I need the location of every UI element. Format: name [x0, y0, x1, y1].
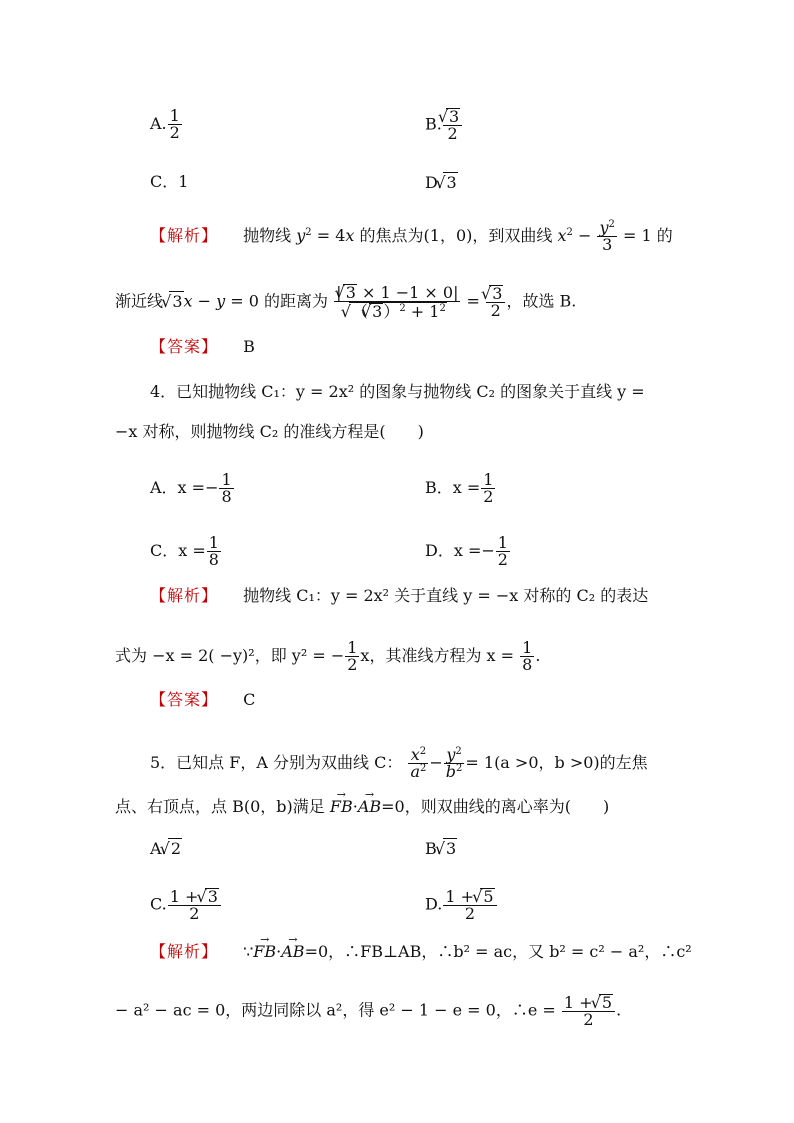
fraction-1-plus-sqrt5-2: $\frac{1 + √ 5}{2}$ [443, 888, 496, 922]
q5-stem-line2: 点、右顶点，点 B(0，b)满足 FB →·AB →=0，则双曲线的离心率为( ) [115, 797, 609, 817]
distance-fraction: |√ 3 × 1 −1 × 0| √ （√ $3)^2 + 1^2$ [334, 284, 460, 320]
analysis-tag: 【解析】 [150, 942, 219, 961]
fraction-1-8: $\frac{1}{8}$ [522, 638, 533, 674]
q4-option-b: B．x = $\frac{1}{2}$ [425, 470, 494, 506]
answer-tag: 【答案】 [150, 690, 219, 709]
fraction-1-2: $\frac{1}{2}$ [169, 106, 180, 142]
q5-stem-line1: 5．已知点 F，A 分别为双曲线 C： $\frac{x^2}{a^2}$ − $\frac{y^2}{b^2}$ = 1(a >0，b >0)的左焦 [150, 745, 648, 781]
q3-option-d: D.√ 3 [425, 172, 458, 193]
q3-answer [150, 337, 255, 357]
analysis-tag: 【解析】 [150, 226, 219, 245]
q3-option-d-label: D. [425, 173, 443, 192]
q3-option-b [425, 108, 463, 142]
q4-stem-line1: 4．已知抛物线 C₁：y = 2x² 的图象与抛物线 C₂ 的图象关于直线 y = [150, 382, 645, 401]
q4-answer [150, 690, 255, 710]
fraction-1-2: $\frac{1}{2}$ [347, 638, 358, 674]
q5-option-a: A.√ 2 [150, 838, 182, 859]
fraction-1-plus-sqrt3-2: $\frac{1 + √ 3}{2}$ [168, 888, 221, 922]
q5-analysis-line1: 【解析】 ∵FB →·AB →=0，∴FB⊥AB，∴b² = ac，又 b² = c² − a²，∴c² [150, 942, 692, 962]
fraction-1-2: $\frac{1}{2}$ [483, 470, 494, 506]
fraction-1-plus-sqrt5-2: $\frac{1 + √ 5}{2}$ [562, 994, 615, 1028]
q4-stem-line2: −x 对称，则抛物线 C₂ 的准线方程是( ) [115, 422, 424, 441]
q3-option-c [150, 172, 188, 192]
fraction-sqrt3-2-result: √ $\frac{3}{2}$ [486, 285, 505, 319]
q5-option-d: D. $\frac{1 + √ 5}{2}$ [425, 888, 498, 922]
q4-analysis-line1: 【解析】 抛物线 C₁：y = 2x² 关于直线 y = −x 对称的 C₂ 的表达 [150, 586, 649, 605]
q4-option-a: A．x =− $\frac{1}{8}$ [150, 470, 232, 506]
q3-option-b-label: B. [425, 114, 442, 134]
fraction-sqrt3-2: √ $\frac{3}{2}$ [443, 108, 462, 142]
q4-option-c: C．x = $\frac{1}{8}$ [150, 533, 219, 569]
fraction-y2-b2: $\frac{y^2}{b^2}$ [445, 745, 463, 781]
answer-tag: 【答案】 [150, 337, 219, 356]
q3-analysis-line2: 渐近线 √ 3x − y = 0 的距离为 |√ 3 × 1 −1 × 0| √ （√ $3)^2 + 1^2$ = √ $\frac{3}{2}$ ，故选 B. [115, 284, 576, 320]
fraction-y2-3: $\frac{y^2}{3}$ [599, 218, 615, 254]
q3-option-c-label: C．1 [150, 172, 189, 191]
fraction-1-8: $\frac{1}{8}$ [221, 470, 232, 506]
fraction-1-8: $\frac{1}{8}$ [208, 533, 219, 569]
q4-analysis-line2: 式为 −x = 2( −y)²，即 y² = − $\frac{1}{2}$ x，其准线方程为 x = $\frac{1}{8}$ . [115, 638, 541, 674]
answer-value: C [243, 690, 256, 709]
q3-option-a-label: A. [150, 114, 167, 133]
q4-option-d: D．x =− $\frac{1}{2}$ [425, 533, 508, 569]
q5-analysis-line2: − a² − ac = 0，两边同除以 a²，得 e² − 1 − e = 0，∴e = $\frac{1 + √ 5}{2}$ . [115, 994, 621, 1028]
fraction-1-2: $\frac{1}{2}$ [497, 533, 508, 569]
fraction-x2-a2: $\frac{x^2}{a^2}$ [410, 745, 427, 781]
analysis-tag: 【解析】 [150, 586, 219, 605]
q5-option-c: C. $\frac{1 + √ 3}{2}$ [150, 888, 222, 922]
q3-analysis-line1: 【解析】 抛物线 $y^2 = 4x$ 的焦点为(1，0)，到双曲线 $x^2$ − $\frac{y^2}{3}$ = 1 的 [150, 218, 673, 254]
q3-option-a [150, 108, 183, 141]
q5-option-b: B.√ 3 [425, 838, 457, 859]
answer-value: B [243, 337, 255, 356]
